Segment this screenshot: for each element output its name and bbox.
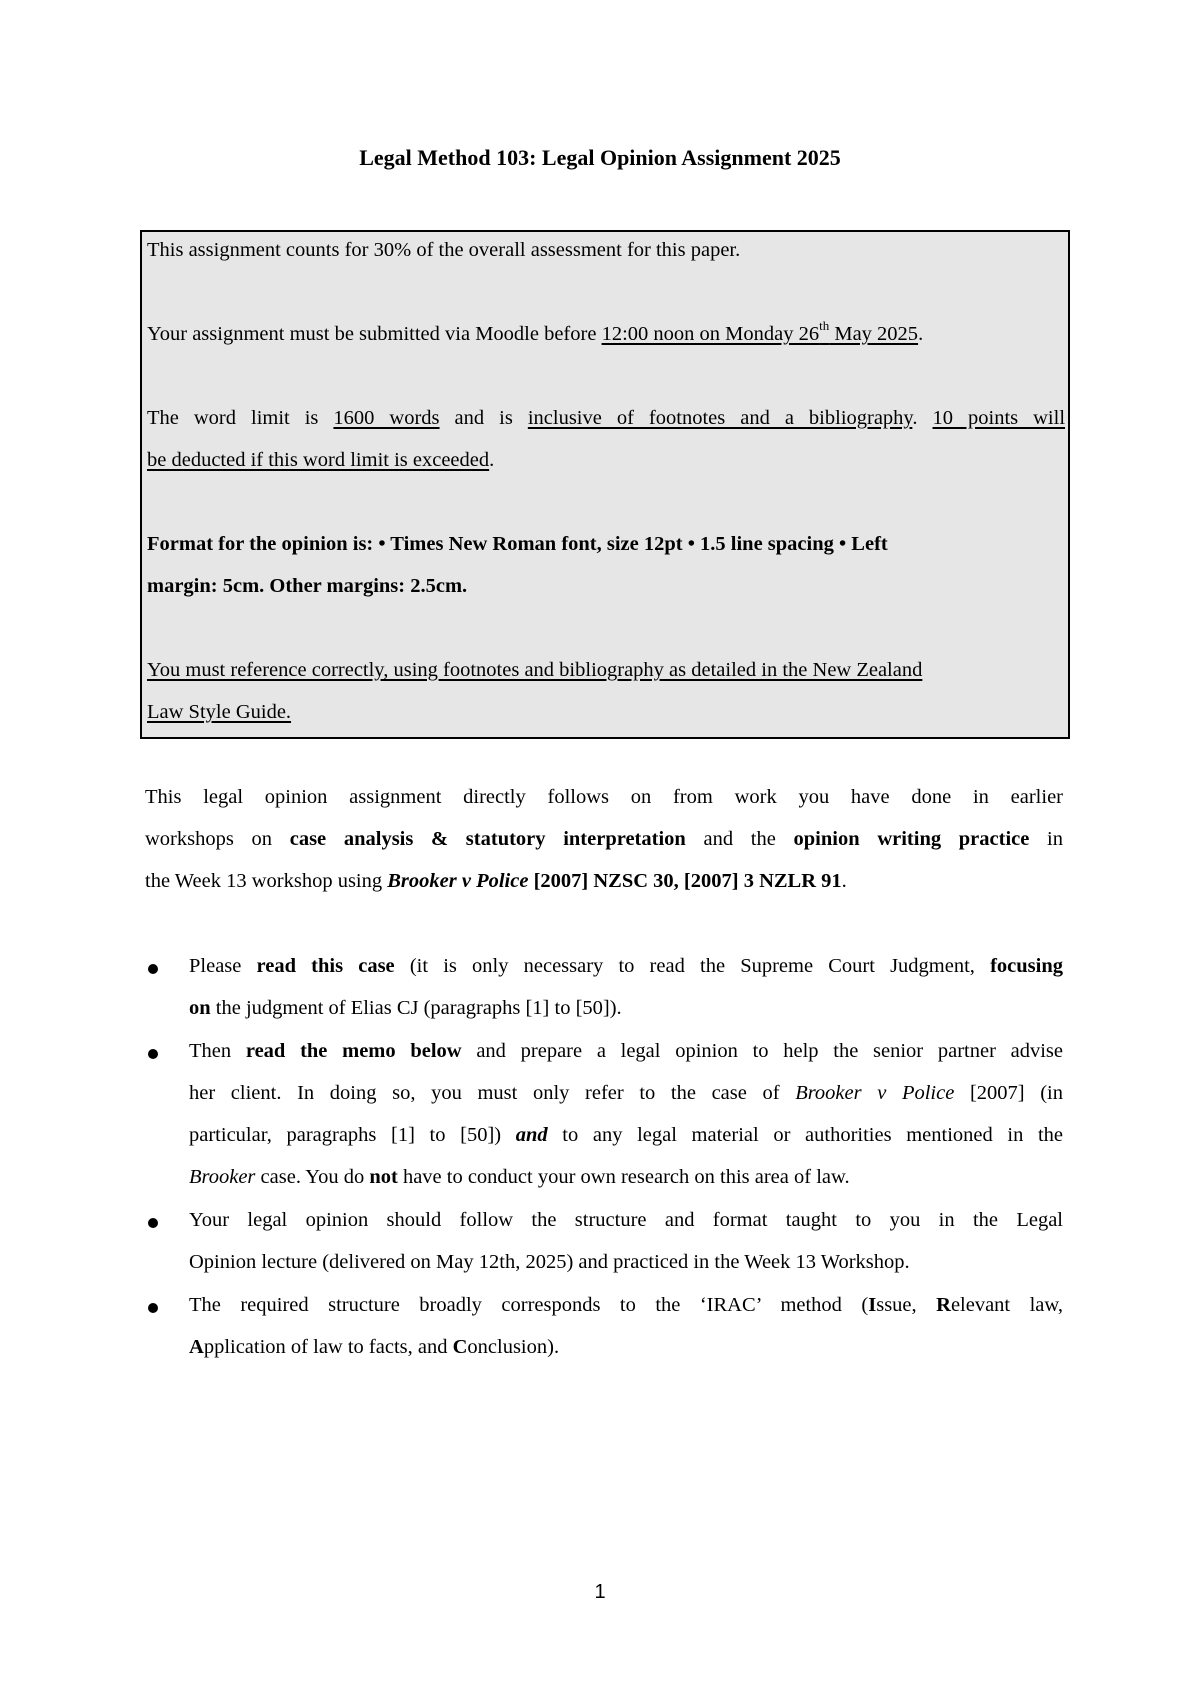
format-requirements: Format for the opinion is: • Times New Roman font, size 12pt • 1.5 line spacing • Left [147,533,888,555]
instruction-read-memo-cont-1: her client. In doing so, you must only refer to the case of Brooker v Police [2007] (in [189,1082,1064,1104]
page-title: Legal Method 103: Legal Opinion Assignment 2025 [359,145,841,170]
instruction-read-memo-cont-3: Brooker case. You do not have to conduct your own research on this area of law. [189,1166,850,1188]
format-requirements-cont: margin: 5cm. Other margins: 2.5cm. [147,575,468,597]
word-limit-note-cont: be deducted if this word limit is exceeded. [147,449,495,471]
intro-paragraph-line-2: workshops on case analysis & statutory interpretation and the opinion writing practice in [145,828,1063,850]
bullet-marker [148,964,158,974]
referencing-note-cont: Law Style Guide. [147,701,292,723]
instruction-structure: Your legal opinion should follow the structure and format taught to you in the Legal [189,1209,1063,1231]
bullet-marker [148,1303,158,1313]
page-number: 1 [594,1581,606,1603]
word-limit-note: The word limit is 1600 words and is inclusive of footnotes and a bibliography. 10 points will [147,407,1066,429]
submission-deadline-note: Your assignment must be submitted via Moodle before 12:00 noon on Monday 26th May 2025. [147,318,924,345]
instruction-read-case: Please read this case (it is only necessary to read the Supreme Court Judgment, focusing [189,955,1063,977]
instruction-read-memo: Then read the memo below and prepare a legal opinion to help the senior partner advise [189,1040,1063,1062]
bullet-marker [148,1218,158,1228]
instruction-irac-cont: Application of law to facts, and Conclusion). [189,1336,560,1358]
intro-paragraph-line-3: the Week 13 workshop using Brooker v Police [2007] NZSC 30, [2007] 3 NZLR 91. [145,870,847,892]
referencing-note: You must reference correctly, using footnotes and bibliography as detailed in the New Zealand [147,659,923,681]
instruction-irac: The required structure broadly corresponds to the ‘IRAC’ method (Issue, Relevant law, [189,1294,1063,1316]
assignment-info-box [140,230,1070,739]
instruction-structure-cont: Opinion lecture (delivered on May 12th, 2025) and practiced in the Week 13 Workshop. [189,1251,910,1273]
intro-paragraph-line-1: This legal opinion assignment directly follows on from work you have done in earlier [145,786,1063,808]
assessment-weight-note: This assignment counts for 30% of the overall assessment for this paper. [147,239,741,261]
instruction-read-case-cont: on the judgment of Elias CJ (paragraphs [1] to [50]). [189,997,622,1019]
instruction-read-memo-cont-2: particular, paragraphs [1] to [50]) and to any legal material or authorities mentioned in the [189,1124,1063,1146]
bullet-marker [148,1049,158,1059]
